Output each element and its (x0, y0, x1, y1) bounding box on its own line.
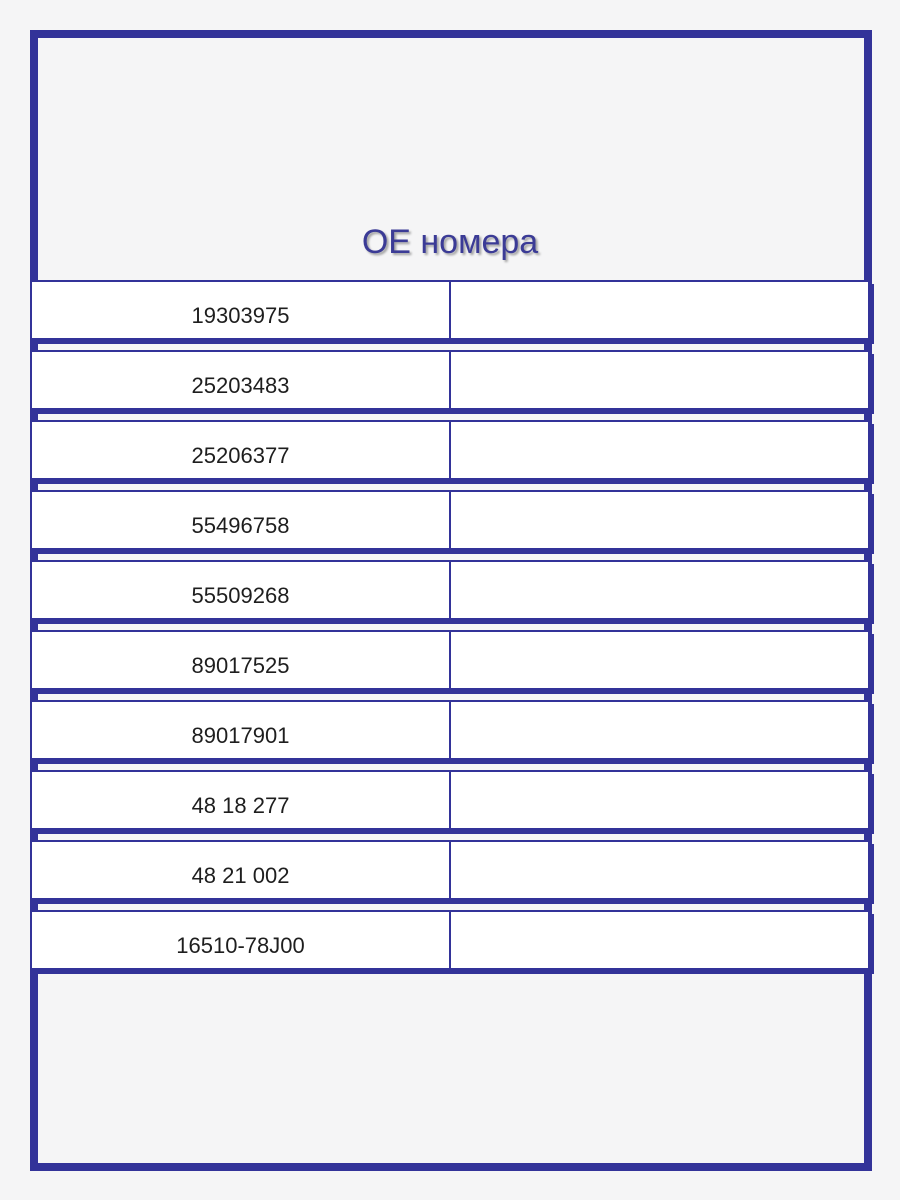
table-row (30, 840, 870, 900)
oe-number-cell: 48 21 002 (32, 842, 451, 898)
table-row (30, 770, 870, 830)
table-row (30, 350, 870, 410)
table-row (30, 700, 870, 760)
table-row (30, 490, 870, 550)
oe-number-cell: 25203483 (32, 352, 451, 408)
empty-cell (451, 352, 868, 408)
empty-cell (451, 422, 868, 478)
oe-number-cell: 16510-78J00 (32, 912, 451, 968)
empty-cell (451, 842, 868, 898)
page-title: OE номера (361, 223, 539, 261)
oe-number-cell: 55509268 (32, 562, 451, 618)
table-row (30, 910, 870, 970)
empty-cell (451, 492, 868, 548)
oe-number-cell: 48 18 277 (32, 772, 451, 828)
table-row (30, 280, 870, 340)
empty-cell (451, 912, 868, 968)
oe-number-table (30, 280, 870, 970)
empty-cell (451, 772, 868, 828)
table-row (30, 630, 870, 690)
empty-cell (451, 632, 868, 688)
empty-cell (451, 702, 868, 758)
oe-number-cell: 19303975 (32, 282, 451, 338)
empty-cell (451, 562, 868, 618)
oe-number-cell: 89017901 (32, 702, 451, 758)
empty-cell (451, 282, 868, 338)
oe-number-cell: 89017525 (32, 632, 451, 688)
oe-number-cell: 55496758 (32, 492, 451, 548)
oe-number-cell: 25206377 (32, 422, 451, 478)
table-row (30, 420, 870, 480)
table-row (30, 560, 870, 620)
